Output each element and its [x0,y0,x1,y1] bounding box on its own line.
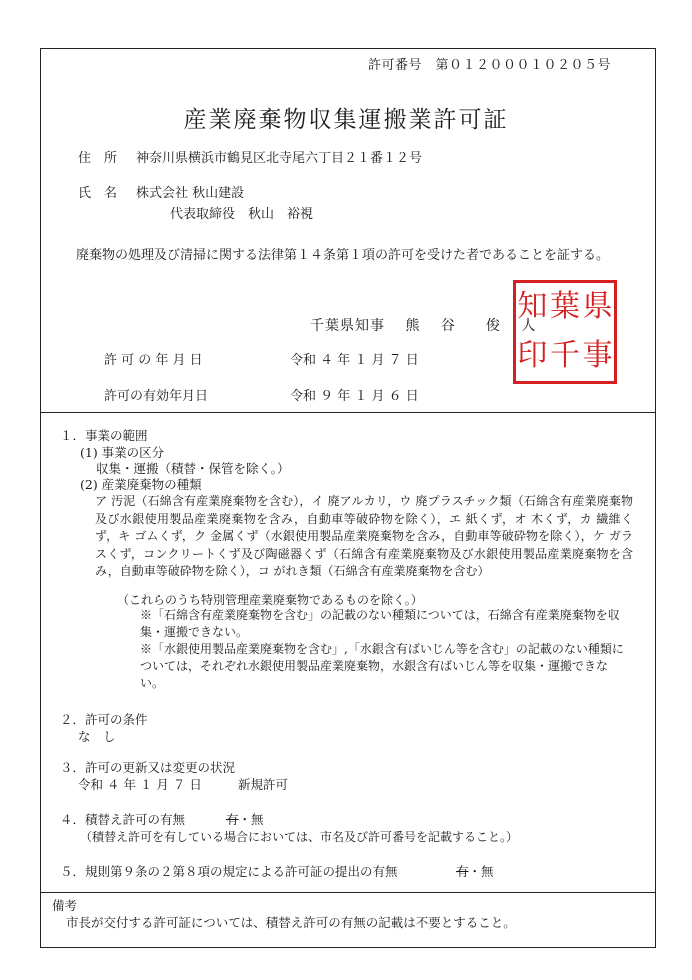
section3-heading: ３．許可の更新又は変更の状況 [60,760,236,775]
address-value: 神奈川県横浜市鶴見区北寺尾六丁目２１番１２号 [136,151,423,166]
section1-sub1-body: 収集・運搬（積替・保管を除く。） [96,461,290,476]
section1-sub1-heading: (1) 事業の区分 [80,445,165,460]
section5-heading: ５．規則第９条の２第８項の規定による許可証の提出の有無 [60,864,398,879]
certification-statement: 廃棄物の処理及び清掃に関する法律第１４条第１項の許可を受けた者であることを証する。 [76,248,610,263]
section2-body: な し [78,729,116,744]
seal-char: 千 [549,338,580,373]
section4-selected-option: ・無 [238,812,264,827]
permit-date-value: 令和 ４ 年 １ 月 ７ 日 [290,353,419,368]
section2-heading: ２．許可の条件 [60,712,148,727]
section4-choice [226,812,264,828]
remarks-body: 市長が交付する許可証については、積替え許可の有無の記載は不要とすること。 [66,915,516,930]
asbestos-note: ※「石綿含有産業廃棄物を含む」の記載のない種類については，石綿含有産業廃棄物を収集・運搬できない。 [140,608,620,639]
seal-char: 知 [517,289,548,324]
name-label: 氏 名 [78,186,118,201]
mercury-note: ※「水銀使用製品産業廃棄物を含む」,「水銀含有ばいじん等を含む」の記載のない種類については，それぞれ水銀使用製品産業廃棄物，水銀含有ばいじん等を収集・運搬できない。 [140,642,624,690]
seal-char: 葉 [549,289,580,324]
issuer-governor: 千葉県知事 熊 谷 俊 人 [310,318,537,334]
section1-sub2-heading: (2) 産業廃棄物の種類 [80,477,202,492]
section5-struck-option: 有 [456,864,469,879]
section1-heading: １．事業の範囲 [60,428,148,443]
section3-status: 新規許可 [238,777,289,792]
valid-until-label: 許可の有効年月日 [104,389,209,404]
document-title: 産業廃棄物収集運搬業許可証 [183,107,509,133]
permit-number: 許可番号 第０１２０００１０２０５号 [368,58,612,73]
section-divider-top [40,412,656,413]
section3-date: 令和 ４ 年 １ 月 ７ 日 [78,777,202,792]
section4-struck-option: 有 [226,812,239,827]
seal-char: 事 [582,338,613,373]
section4-note: （積替え許可を有している場合においては、市名及び許可番号を記載すること。） [80,830,519,844]
seal-char: 印 [517,338,548,373]
seal-char: 県 [582,289,613,324]
representative-name: 代表取締役 秋山 裕視 [170,207,314,222]
special-waste-exclusion: （これらのうち特別管理産業廃棄物であるものを除く。） [117,593,423,607]
section5-selected-option: ・無 [468,864,494,879]
waste-types-list: ア 汚泥（石綿含有産業廃棄物を含む），イ 廃アルカリ，ウ 廃プラスチック類（石綿含有産業廃棄物及び水銀使用製品産業廃棄物を含み，自動車等破砕物を除く），エ 紙くず，オ 木くず，カ 繊維くず，キ ゴムくず，ク 金属くず（水銀使用製品産業廃棄物を含み，自動車等破砕物を除く），ケ ガラスくず，コンクリートくず及び陶磁器くず（石綿含有産業廃棄物及び水銀使用製品産業廃棄物を含み，自動車等破砕物を除く），コ がれき類（石綿含有産業廃棄物を含む） [95,494,633,578]
official-seal-stamp [513,280,617,384]
section5-choice [456,864,494,880]
permit-date-label: 許 可 の 年 月 日 [104,353,203,368]
company-name: 株式会社 秋山建設 [136,186,245,201]
section4-heading: ４．積替え許可の有無 [60,812,186,827]
remarks-heading: 備考 [52,898,78,913]
address-label: 住 所 [78,151,118,166]
valid-until-value: 令和 ９ 年 １ 月 ６ 日 [290,389,419,404]
section-divider-remarks [40,892,656,893]
